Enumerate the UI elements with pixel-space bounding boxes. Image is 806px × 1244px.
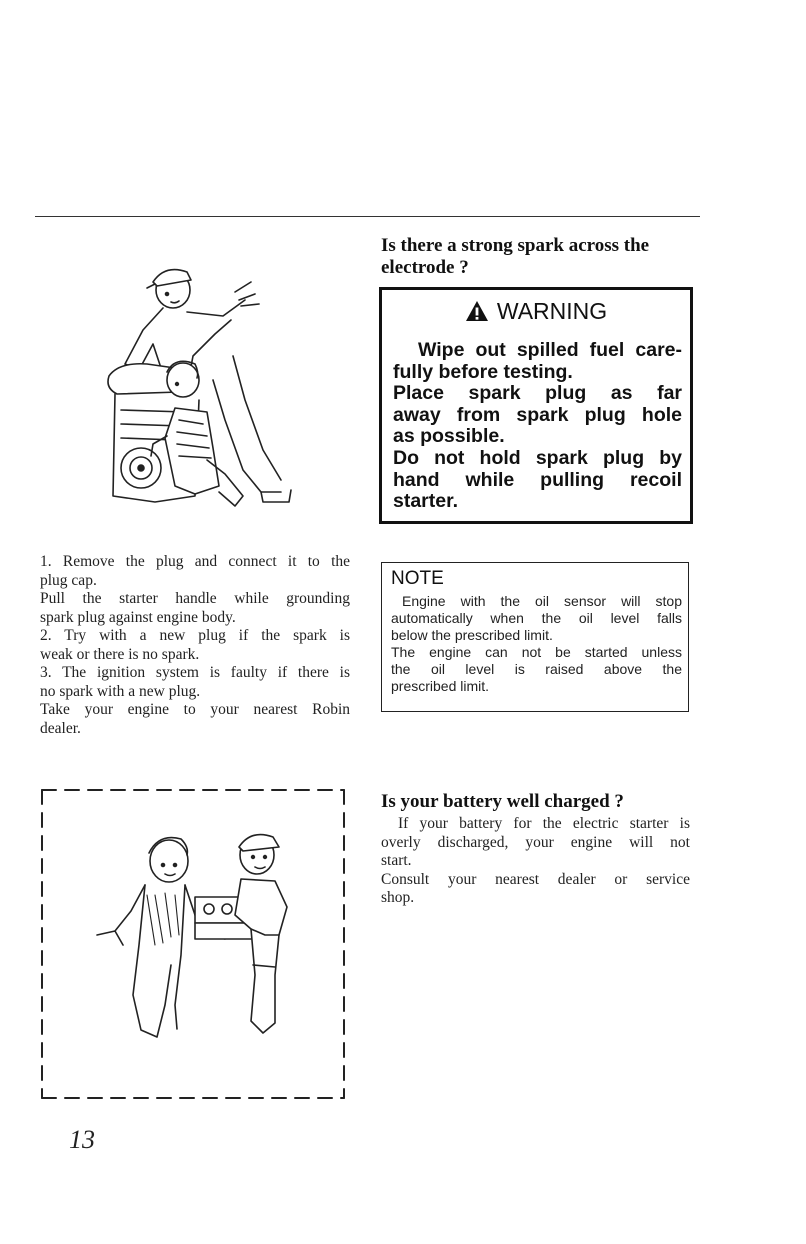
step-line: plug cap. bbox=[40, 571, 97, 589]
note-title: NOTE bbox=[391, 568, 444, 589]
note-box bbox=[381, 562, 689, 712]
warning-box bbox=[379, 287, 693, 524]
warning-text bbox=[393, 340, 682, 513]
spark-heading-line: electrode ? bbox=[381, 257, 469, 278]
warning-line: away from spark plug hole bbox=[393, 403, 682, 426]
spark-heading-line: Is there a strong spark across the bbox=[381, 235, 650, 256]
step-line: weak or there is no spark. bbox=[40, 645, 200, 663]
warning-line: Wipe out spilled fuel care- bbox=[418, 339, 682, 361]
step-line: no spark with a new plug. bbox=[40, 682, 201, 700]
warning-line: starter. bbox=[393, 490, 459, 513]
battery-handover-illustration bbox=[75, 825, 315, 1065]
warning-line: Do not hold spark plug by bbox=[393, 446, 682, 469]
battery-line: If your battery for the electric starter is bbox=[398, 815, 690, 832]
step-line: Pull the starter handle while grounding bbox=[40, 590, 350, 607]
page-number: 13 bbox=[69, 1125, 95, 1154]
note-text bbox=[391, 593, 682, 695]
battery-line: overly discharged, your engine will not bbox=[381, 833, 690, 851]
battery-line: start. bbox=[381, 852, 412, 869]
warning-title-text: WARNING bbox=[496, 298, 608, 324]
step-line: dealer. bbox=[40, 719, 81, 737]
warning-triangle-icon bbox=[465, 300, 489, 322]
note-line: Engine with the oil sensor will stop bbox=[402, 593, 682, 609]
warning-title bbox=[382, 298, 690, 325]
spark-test-illustration bbox=[95, 260, 305, 520]
battery-line: Consult your nearest dealer or service bbox=[381, 870, 690, 888]
battery-text bbox=[381, 815, 690, 908]
warning-line: hand while pulling recoil bbox=[393, 468, 682, 491]
step-line: Take your engine to your nearest Robin bbox=[40, 701, 350, 718]
step-line: 3. The ignition system is faulty if there is bbox=[40, 664, 350, 681]
warning-line: as possible. bbox=[393, 425, 505, 448]
step-line: 2. Try with a new plug if the spark is bbox=[40, 627, 350, 644]
warning-line: fully before testing. bbox=[393, 360, 573, 383]
note-line: The engine can not be started unless bbox=[391, 644, 682, 660]
note-line: below the prescribed limit. bbox=[391, 627, 553, 643]
note-line: prescribed limit. bbox=[391, 678, 490, 694]
note-line: the oil level is raised above the bbox=[391, 661, 682, 677]
step-line: spark plug against engine body. bbox=[40, 608, 236, 626]
warning-line: Place spark plug as far bbox=[393, 382, 682, 405]
top-rule bbox=[35, 216, 700, 217]
step-line: 1. Remove the plug and connect it to the bbox=[40, 553, 350, 570]
note-line: automatically when the oil level falls bbox=[391, 610, 682, 626]
battery-line: shop. bbox=[381, 889, 415, 906]
battery-heading: Is your battery well charged ? bbox=[381, 791, 624, 812]
spark-test-steps bbox=[40, 553, 350, 738]
spark-heading bbox=[381, 235, 701, 279]
